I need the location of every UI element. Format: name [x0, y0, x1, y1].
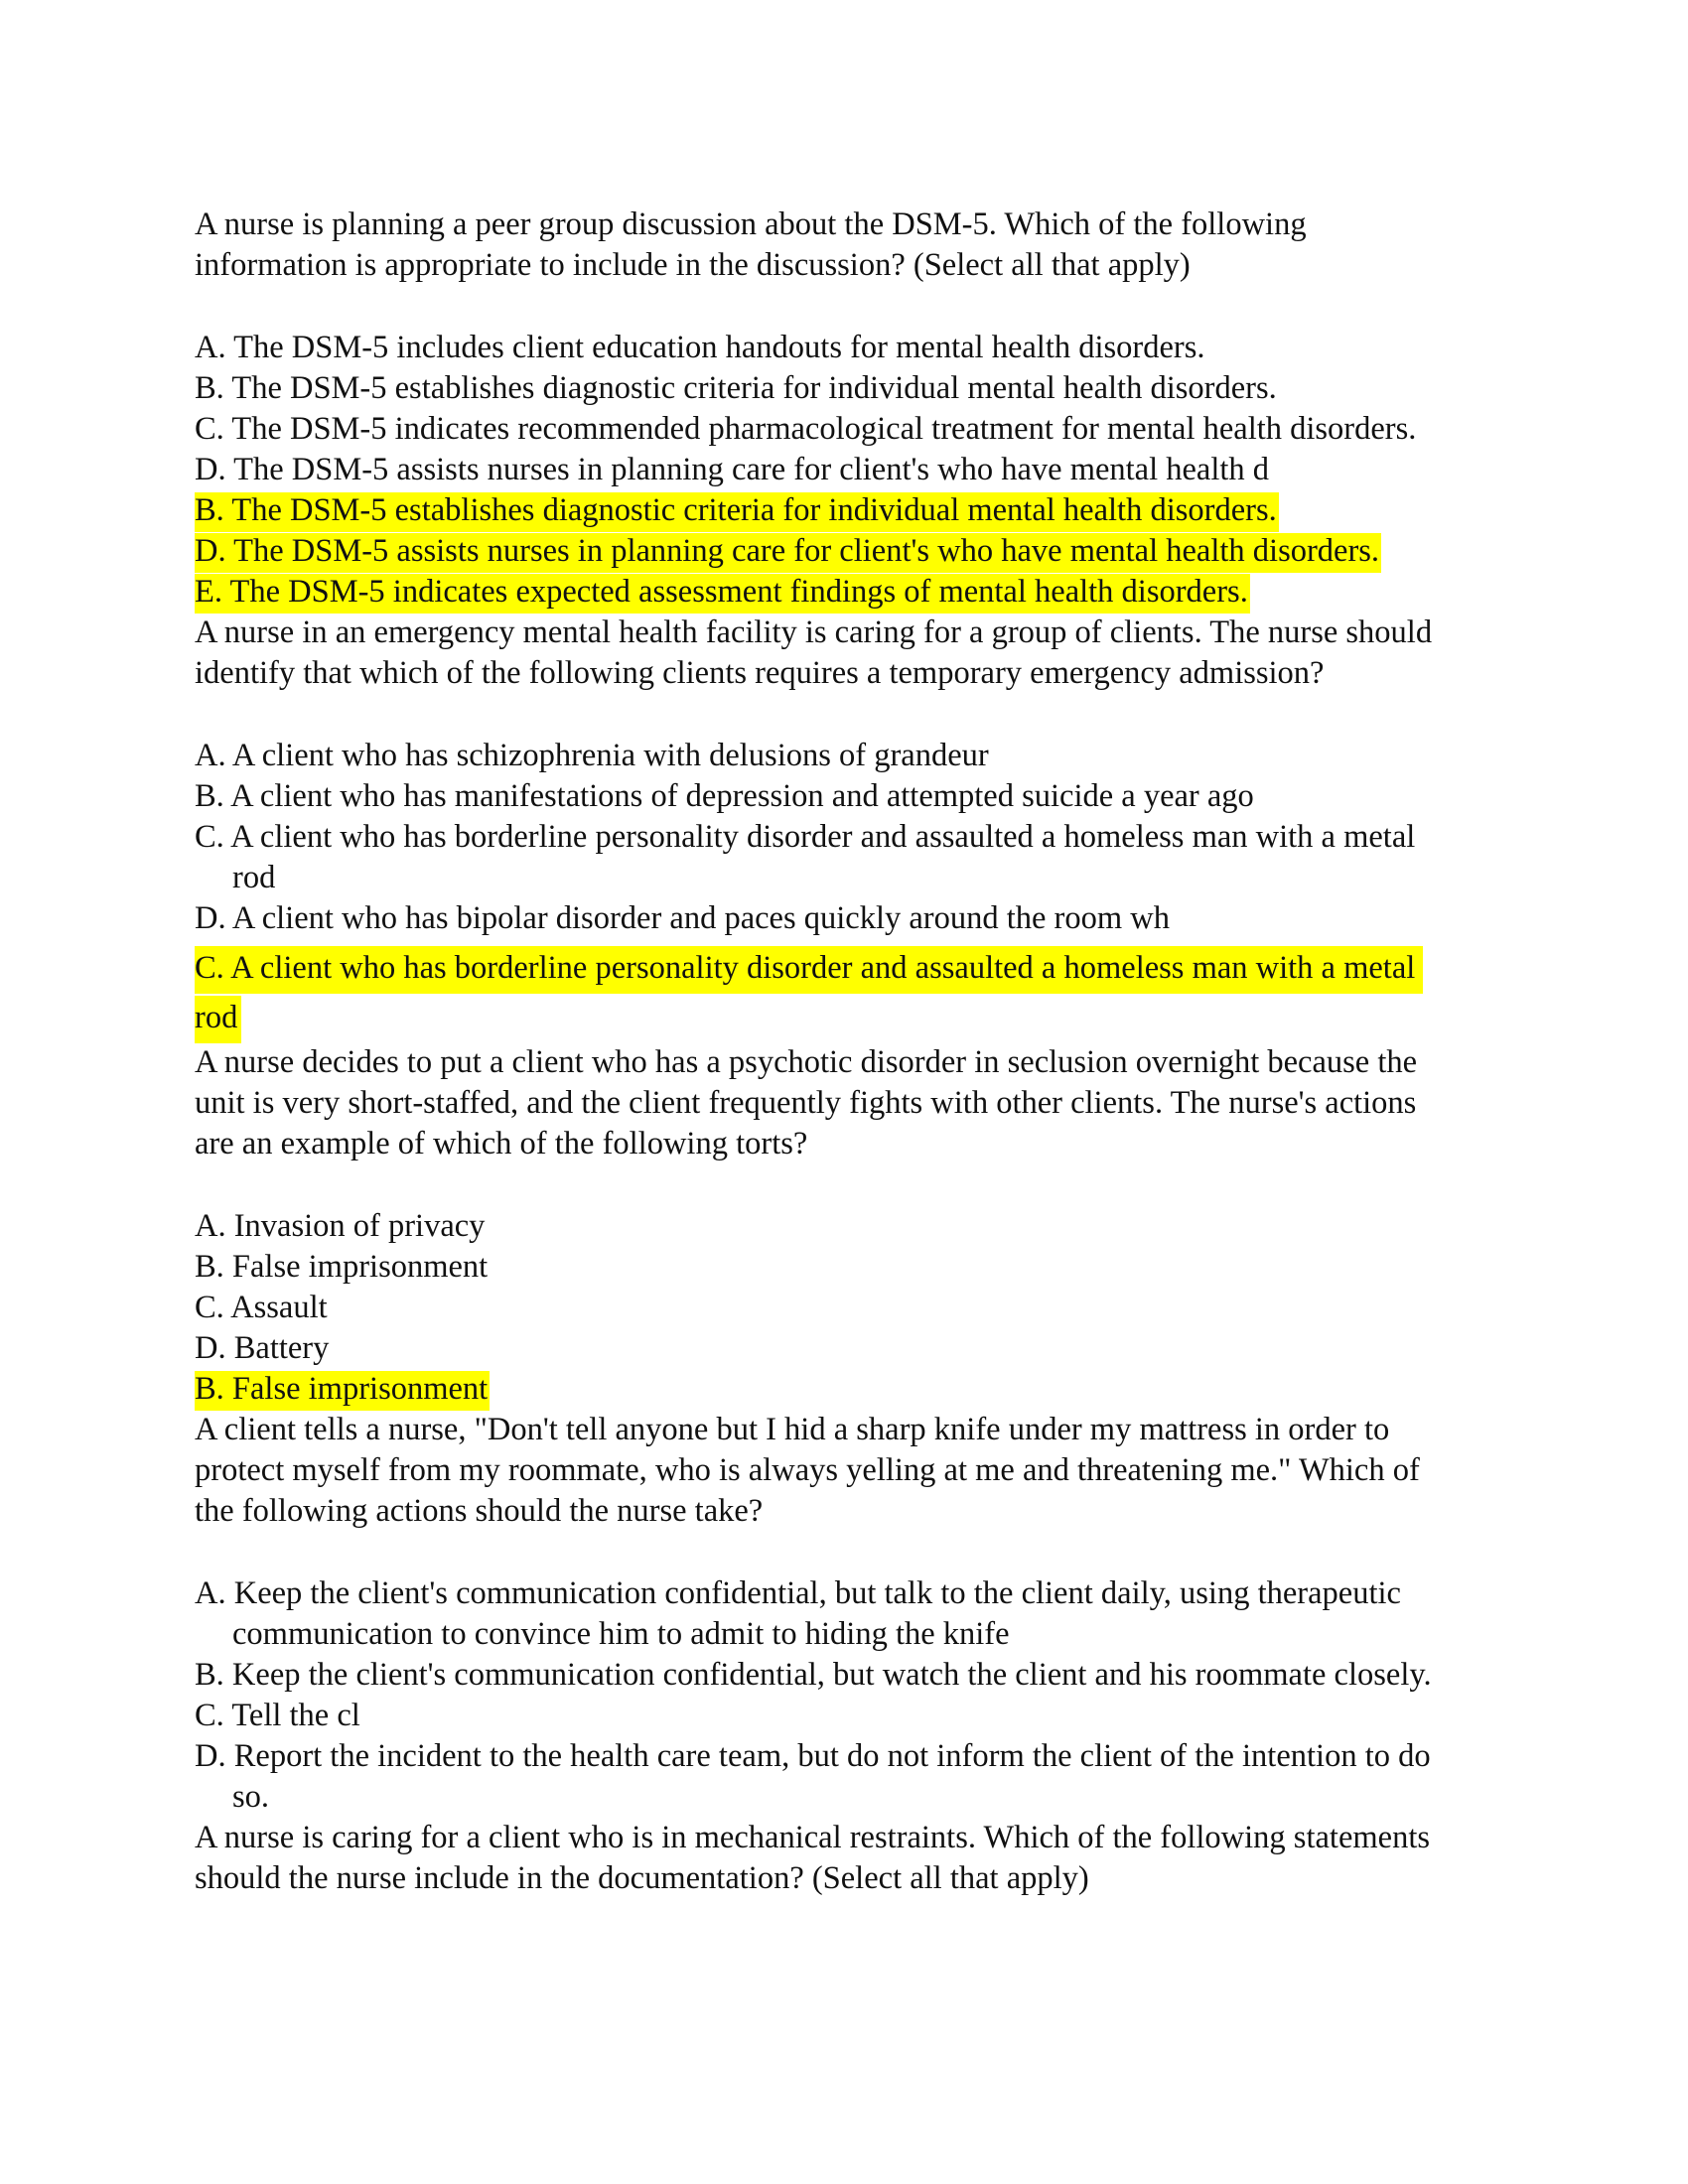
- q5-stem-line-1: A nurse is caring for a client who is in mechanical restraints. Which of the following statements: [195, 1820, 1430, 1855]
- q2-option-d: D. A client who has bipolar disorder and paces quickly around the room wh: [195, 900, 1170, 936]
- q4-stem-line-1: A client tells a nurse, "Don't tell anyone but I hid a sharp knife under my mattress in order to: [195, 1412, 1390, 1447]
- q4-option-c: C. Tell the cl: [195, 1698, 360, 1733]
- q4-stem-line-2: protect myself from my roommate, who is always yelling at me and threatening me." Which of: [195, 1452, 1420, 1488]
- q1-option-c: C. The DSM-5 indicates recommended pharmacological treatment for mental health disorders.: [195, 411, 1417, 447]
- q1-answer-e: [195, 572, 1250, 613]
- q2-option-c-continued: rod: [232, 860, 276, 895]
- q2-option-b: B. A client who has manifestations of depression and attempted suicide a year ago: [195, 778, 1254, 814]
- q2-stem-line-1: A nurse in an emergency mental health facility is caring for a group of clients. The nurse should: [195, 614, 1433, 650]
- q4-option-a: A. Keep the client's communication confidential, but talk to the client daily, using therapeutic: [195, 1575, 1401, 1611]
- q1-option-a: A. The DSM-5 includes client education handouts for mental health disorders.: [195, 330, 1205, 365]
- q3-option-c: C. Assault: [195, 1290, 328, 1325]
- q1-answer-b: [195, 490, 1279, 531]
- highlighted-answer: C. A client who has borderline personality disorder and assaulted a homeless man with a metal: [195, 946, 1423, 994]
- q2-stem-line-2: identify that which of the following clients requires a temporary emergency admission?: [195, 655, 1325, 691]
- q4-option-d-continued: so.: [232, 1779, 270, 1815]
- q3-stem-line-2: unit is very short-staffed, and the client frequently fights with other clients. The nurse's actions: [195, 1085, 1417, 1121]
- q4-stem-line-3: the following actions should the nurse take?: [195, 1493, 764, 1529]
- q1-stem-line-2: information is appropriate to include in the discussion? (Select all that apply): [195, 247, 1191, 283]
- q3-option-b: B. False imprisonment: [195, 1249, 489, 1285]
- q4-option-b: B. Keep the client's communication confidential, but watch the client and his roommate closely.: [195, 1657, 1432, 1693]
- q4-option-d: D. Report the incident to the health care team, but do not inform the client of the intention to do: [195, 1738, 1431, 1774]
- q2-option-a: A. A client who has schizophrenia with delusions of grandeur: [195, 738, 989, 773]
- highlighted-answer: E. The DSM-5 indicates expected assessment findings of mental health disorders.: [195, 574, 1250, 614]
- q5-stem-line-2: should the nurse include in the documentation? (Select all that apply): [195, 1860, 1089, 1896]
- highlighted-answer: D. The DSM-5 assists nurses in planning care for client's who have mental health disorders.: [195, 533, 1381, 573]
- q1-answer-d: [195, 531, 1381, 572]
- q1-stem-line-1: A nurse is planning a peer group discussion about the DSM-5. Which of the following: [195, 206, 1307, 242]
- q1-option-b: B. The DSM-5 establishes diagnostic criteria for individual mental health disorders.: [195, 370, 1277, 406]
- q3-stem-line-3: are an example of which of the following torts?: [195, 1126, 808, 1161]
- q3-answer-b: [195, 1369, 490, 1410]
- q2-answer-c-continued: [195, 998, 241, 1038]
- q2-option-c: C. A client who has borderline personality disorder and assaulted a homeless man with a metal: [195, 819, 1416, 855]
- highlighted-answer: rod: [195, 996, 241, 1043]
- highlighted-answer: B. False imprisonment: [195, 1371, 490, 1411]
- q4-option-a-continued: communication to convince him to admit to hiding the knife: [232, 1616, 1010, 1652]
- highlighted-answer: B. The DSM-5 establishes diagnostic criteria for individual mental health disorders.: [195, 492, 1279, 532]
- q2-answer-c: [195, 948, 1423, 989]
- q3-option-d: D. Battery: [195, 1330, 330, 1366]
- q1-option-d: D. The DSM-5 assists nurses in planning care for client's who have mental health d: [195, 452, 1270, 487]
- q3-option-a: A. Invasion of privacy: [195, 1208, 486, 1244]
- q3-stem-line-1: A nurse decides to put a client who has a psychotic disorder in seclusion overnight because the: [195, 1044, 1418, 1080]
